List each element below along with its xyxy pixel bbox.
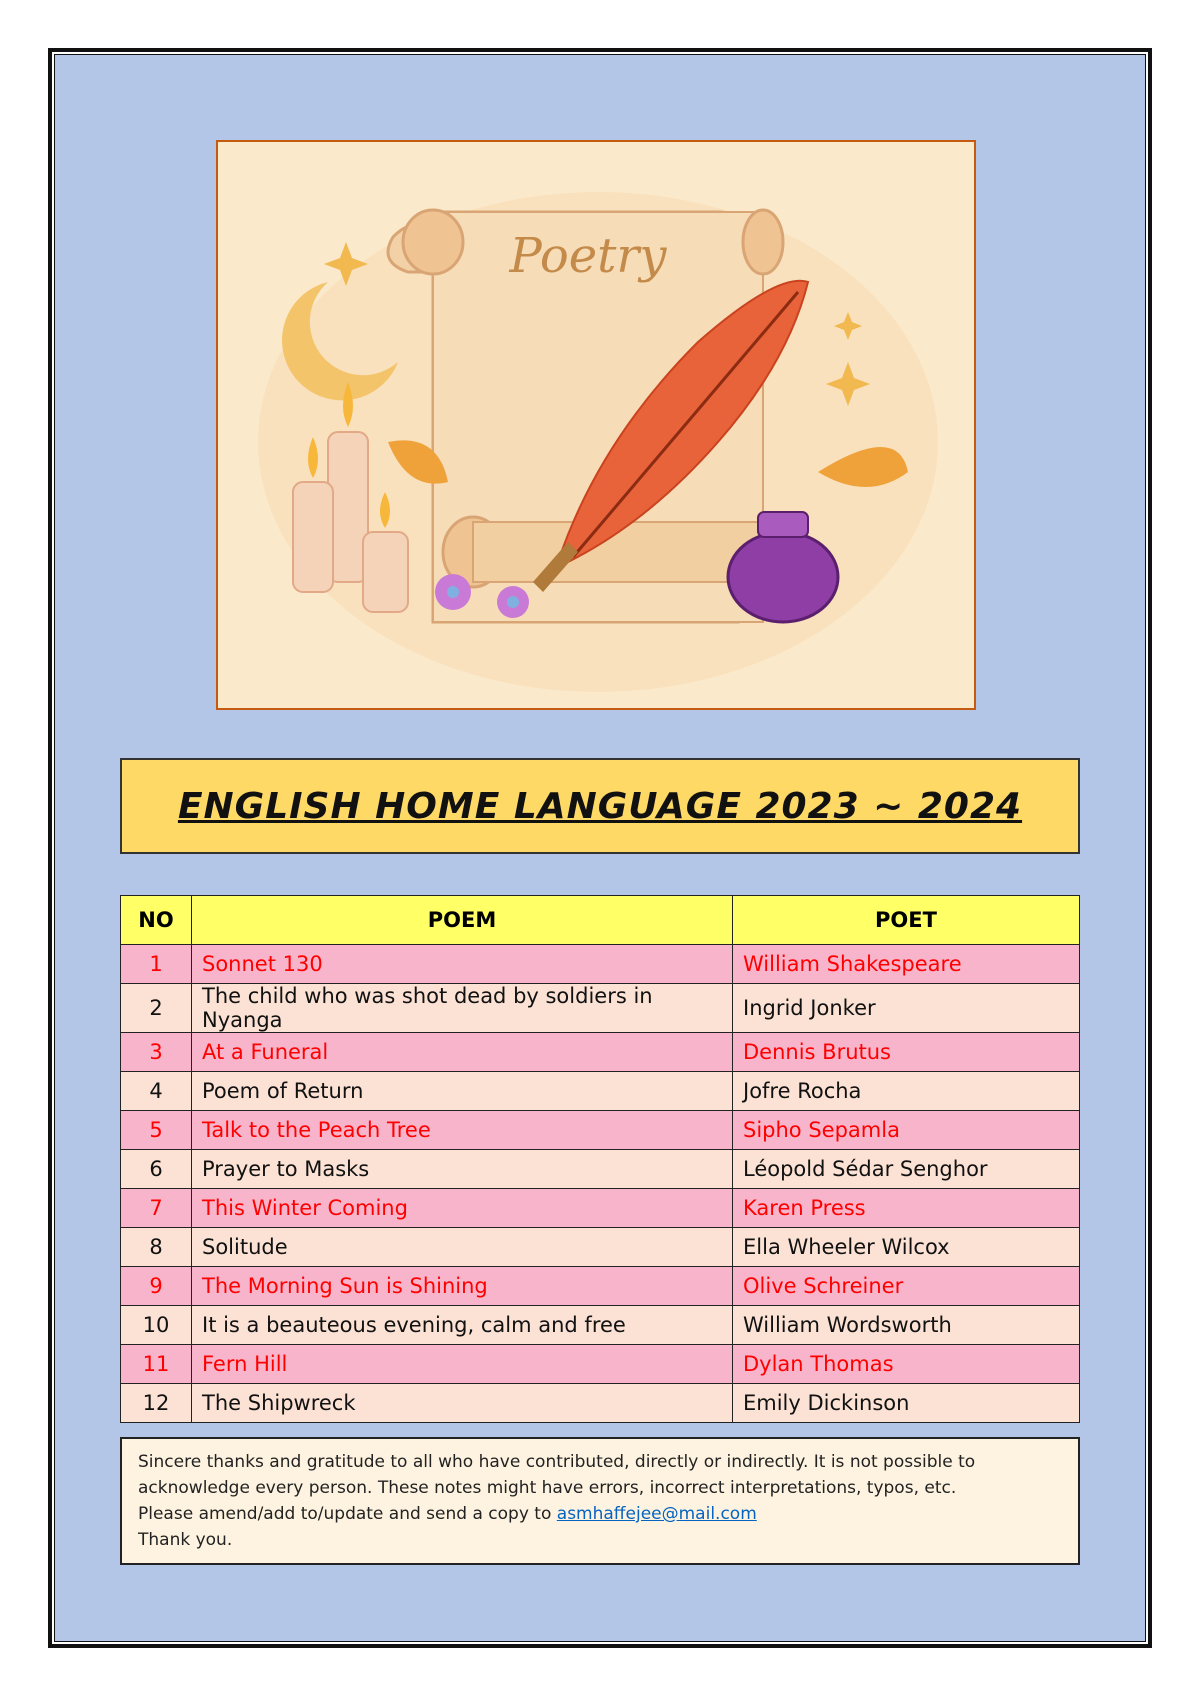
row-no: 10 bbox=[121, 1306, 192, 1345]
candle-icon bbox=[363, 532, 408, 612]
row-poet: William Shakespeare bbox=[733, 945, 1080, 984]
header-no: NO bbox=[121, 896, 192, 945]
row-poem: This Winter Coming bbox=[192, 1189, 733, 1228]
row-no: 8 bbox=[121, 1228, 192, 1267]
row-poet: Léopold Sédar Senghor bbox=[733, 1150, 1080, 1189]
table-row bbox=[121, 1033, 1080, 1072]
table-row bbox=[121, 945, 1080, 984]
table-row bbox=[121, 1228, 1080, 1267]
note-line-3 bbox=[138, 1501, 1062, 1527]
row-poem: Fern Hill bbox=[192, 1345, 733, 1384]
table-row bbox=[121, 1267, 1080, 1306]
row-no: 3 bbox=[121, 1033, 192, 1072]
row-poet: Dylan Thomas bbox=[733, 1345, 1080, 1384]
table-header-row bbox=[121, 896, 1080, 945]
row-poet: Emily Dickinson bbox=[733, 1384, 1080, 1423]
row-no: 6 bbox=[121, 1150, 192, 1189]
note-line-2: acknowledge every person. These notes might have errors, incorrect interpretations, typos, etc. bbox=[138, 1478, 957, 1498]
poems-table bbox=[120, 895, 1080, 1423]
row-poem: Solitude bbox=[192, 1228, 733, 1267]
row-poet: Jofre Rocha bbox=[733, 1072, 1080, 1111]
header-poet: POET bbox=[733, 896, 1080, 945]
row-no: 7 bbox=[121, 1189, 192, 1228]
poetry-illustration bbox=[216, 140, 976, 710]
ink-pot-icon bbox=[728, 532, 838, 622]
row-poet: Dennis Brutus bbox=[733, 1033, 1080, 1072]
row-poet: Ella Wheeler Wilcox bbox=[733, 1228, 1080, 1267]
row-no: 1 bbox=[121, 945, 192, 984]
header-poem: POEM bbox=[192, 896, 733, 945]
table-row bbox=[121, 1384, 1080, 1423]
row-poem: The child who was shot dead by soldiers in Nyanga bbox=[192, 984, 733, 1033]
row-poem: Poem of Return bbox=[192, 1072, 733, 1111]
table-row bbox=[121, 1345, 1080, 1384]
poetry-scroll-icon bbox=[218, 142, 976, 710]
row-no: 12 bbox=[121, 1384, 192, 1423]
table-row bbox=[121, 1111, 1080, 1150]
note-line-1: Sincere thanks and gratitude to all who have contributed, directly or indirectly. It is not possible to bbox=[138, 1452, 976, 1472]
row-poet: Karen Press bbox=[733, 1189, 1080, 1228]
scroll-label: Poetry bbox=[509, 228, 667, 284]
page-title: ENGLISH HOME LANGUAGE 2023 ~ 2024 bbox=[177, 785, 1023, 827]
row-no: 5 bbox=[121, 1111, 192, 1150]
title-banner bbox=[120, 758, 1080, 854]
note-line-4: Thank you. bbox=[138, 1530, 233, 1550]
row-poet: Olive Schreiner bbox=[733, 1267, 1080, 1306]
row-poem: The Morning Sun is Shining bbox=[192, 1267, 733, 1306]
row-poem: Talk to the Peach Tree bbox=[192, 1111, 733, 1150]
email-link[interactable]: asmhaffejee@mail.com bbox=[556, 1504, 757, 1524]
table-row bbox=[121, 1306, 1080, 1345]
candle-icon bbox=[293, 482, 333, 592]
row-poem: Sonnet 130 bbox=[192, 945, 733, 984]
row-no: 4 bbox=[121, 1072, 192, 1111]
row-poem: Prayer to Masks bbox=[192, 1150, 733, 1189]
table-row bbox=[121, 1150, 1080, 1189]
table-row bbox=[121, 1072, 1080, 1111]
row-no: 11 bbox=[121, 1345, 192, 1384]
row-poet: William Wordsworth bbox=[733, 1306, 1080, 1345]
table-row bbox=[121, 1189, 1080, 1228]
acknowledgement-note bbox=[120, 1437, 1080, 1565]
row-poet: Ingrid Jonker bbox=[733, 984, 1080, 1033]
row-poem: At a Funeral bbox=[192, 1033, 733, 1072]
row-poem: The Shipwreck bbox=[192, 1384, 733, 1423]
row-no: 9 bbox=[121, 1267, 192, 1306]
table-row bbox=[121, 984, 1080, 1033]
note-line-3-prefix: Please amend/add to/update and send a copy to bbox=[138, 1504, 557, 1524]
row-no: 2 bbox=[121, 984, 192, 1033]
row-poet: Sipho Sepamla bbox=[733, 1111, 1080, 1150]
row-poem: It is a beauteous evening, calm and free bbox=[192, 1306, 733, 1345]
